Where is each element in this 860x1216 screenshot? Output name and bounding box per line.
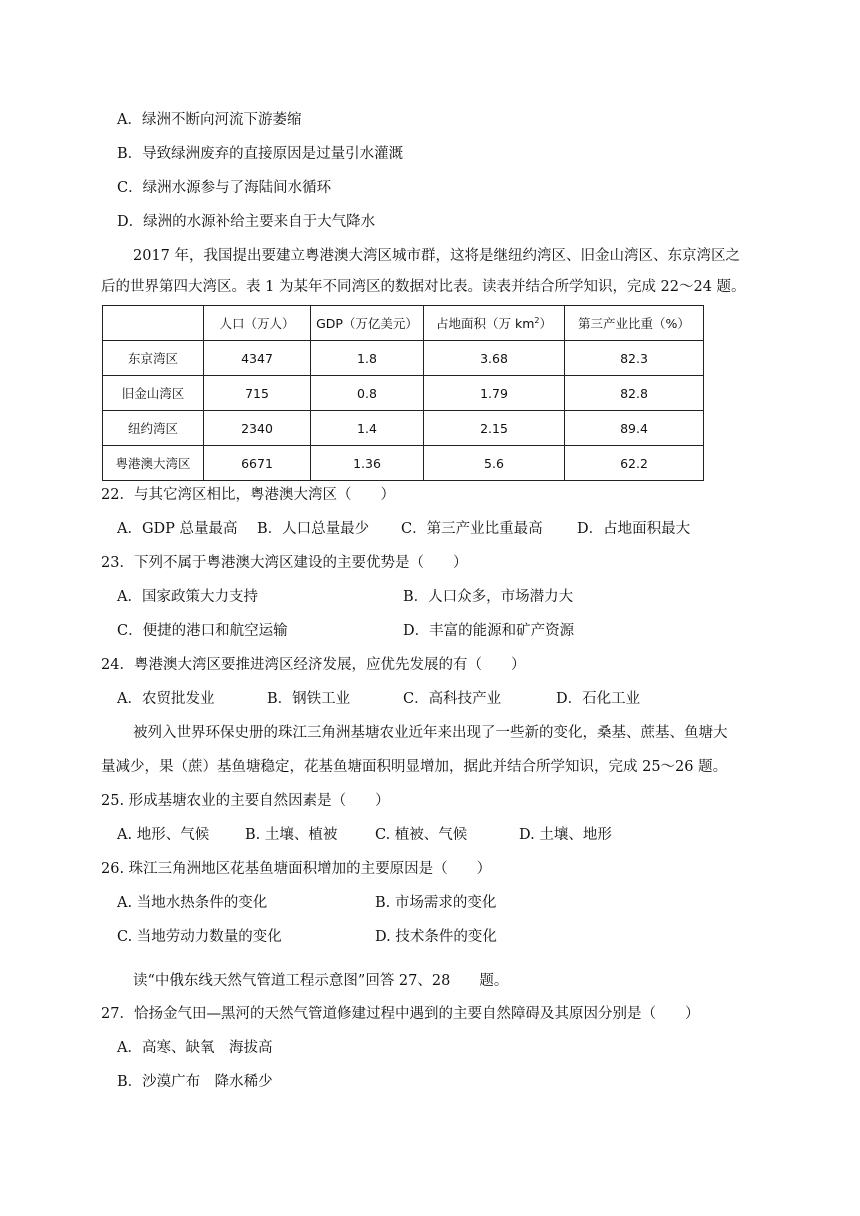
q26-stem: 26. 珠江三角洲地区花基鱼塘面积增加的主要原因是（ ） xyxy=(101,861,492,877)
bay-area-table xyxy=(102,305,704,481)
table-cell: 1.4 xyxy=(311,411,424,446)
q24-option-b: B．钢铁工业 xyxy=(267,691,351,707)
table-cell: 东京湾区 xyxy=(103,341,204,376)
q23-options-row2 xyxy=(117,621,574,641)
prev-option-b: B．导致绿洲废弃的直接原因是过量引水灌溉 xyxy=(117,146,404,162)
q23-options-row1 xyxy=(117,587,573,607)
prev-option-d: D．绿洲的水源补给主要来自于大气降水 xyxy=(117,214,376,230)
table-cell: 旧金山湾区 xyxy=(103,376,204,411)
q26-option-c: C. 当地劳动力数量的变化 xyxy=(117,929,282,945)
q26-option-b: B. 市场需求的变化 xyxy=(375,895,497,911)
q22-stem: 22．与其它湾区相比，粤港澳大湾区（ ） xyxy=(101,487,395,503)
q22-option-c: C．第三产业比重最高 xyxy=(401,521,543,537)
q25-options xyxy=(117,825,612,845)
area-header-text: 占地面积（万 km xyxy=(436,316,535,331)
intro3: 读“中俄东线天然气管道工程示意图”回答 27、28 题。 xyxy=(133,973,509,989)
q22-option-d: D．占地面积最大 xyxy=(577,521,691,537)
q23-option-d: D．丰富的能源和矿产资源 xyxy=(403,623,575,639)
q22-option-a: A．GDP 总量最高 xyxy=(117,521,238,537)
table-cell: 6671 xyxy=(204,446,311,481)
q22-option-b: B．人口总量最少 xyxy=(257,521,370,537)
table-cell: 粤港澳大湾区 xyxy=(103,446,204,481)
q24-option-d: D．石化工业 xyxy=(556,691,641,707)
table-cell: 82.3 xyxy=(565,341,704,376)
table-cell: 0.8 xyxy=(311,376,424,411)
q26-options-row1 xyxy=(117,893,496,913)
table-row xyxy=(103,411,704,446)
table-cell: 715 xyxy=(204,376,311,411)
q25-option-a: A. 地形、气候 xyxy=(117,827,210,843)
prev-option-c: C．绿洲水源参与了海陆间水循环 xyxy=(117,180,332,196)
intro1-line1: 2017 年，我国提出要建立粤港澳大湾区城市群，这将是继纽约湾区、旧金山湾区、东京湾区之 xyxy=(133,248,741,264)
q25-option-c: C. 植被、气候 xyxy=(375,827,468,843)
q25-option-b: B. 土壤、植被 xyxy=(245,827,338,843)
intro2-line2: 量减少，果（蔗）基鱼塘稳定，花基鱼塘面积明显增加，据此并结合所学知识，完成 25～26 题。 xyxy=(101,759,728,775)
table-row xyxy=(103,446,704,481)
prev-option-a: A．绿洲不断向河流下游萎缩 xyxy=(117,112,302,128)
table-cell: 2.15 xyxy=(424,411,565,446)
q24-option-a: A．农贸批发业 xyxy=(117,691,215,707)
q25-option-d: D. 土壤、地形 xyxy=(519,827,612,843)
q23-option-b: B．人口众多，市场潜力大 xyxy=(403,589,574,605)
q23-option-a: A．国家政策大力支持 xyxy=(117,589,258,605)
area-header-close: ） xyxy=(539,316,552,331)
q27-stem: 27．恰扬金气田—黑河的天然气管道修建过程中遇到的主要自然障碍及其原因分别是（ ） xyxy=(101,1006,700,1022)
table-header-cell: GDP（万亿美元） xyxy=(311,306,424,341)
area-header-sup: 2 xyxy=(534,315,540,325)
table-cell: 2340 xyxy=(204,411,311,446)
q27-option-a: A．高寒、缺氧 海拔高 xyxy=(117,1040,273,1056)
table-cell: 4347 xyxy=(204,341,311,376)
q27-option-b: B．沙漠广布 降水稀少 xyxy=(117,1074,273,1090)
table-header-row xyxy=(103,306,704,341)
q26-option-d: D. 技术条件的变化 xyxy=(375,929,497,945)
table-cell: 89.4 xyxy=(565,411,704,446)
table-cell: 3.68 xyxy=(424,341,565,376)
q22-options xyxy=(117,519,690,539)
q26-option-a: A. 当地水热条件的变化 xyxy=(117,895,268,911)
q24-stem: 24．粤港澳大湾区要推进湾区经济发展，应优先发展的有（ ） xyxy=(101,657,526,673)
table-header-cell: 人口（万人） xyxy=(204,306,311,341)
q23-stem: 23．下列不属于粤港澳大湾区建设的主要优势是（ ） xyxy=(101,555,468,571)
q26-options-row2 xyxy=(117,927,497,947)
q23-option-c: C．便捷的港口和航空运输 xyxy=(117,623,288,639)
q24-option-c: C．高科技产业 xyxy=(403,691,502,707)
q25-stem: 25. 形成基塘农业的主要自然因素是（ ） xyxy=(101,793,390,809)
table-cell: 5.6 xyxy=(424,446,565,481)
table-cell: 82.8 xyxy=(565,376,704,411)
table-cell: 纽约湾区 xyxy=(103,411,204,446)
table-cell: 1.8 xyxy=(311,341,424,376)
table-cell: 1.79 xyxy=(424,376,565,411)
table-row xyxy=(103,341,704,376)
table-header-cell xyxy=(424,306,565,341)
table-row xyxy=(103,376,704,411)
q24-options xyxy=(117,689,640,709)
table-header-cell xyxy=(103,306,204,341)
table-header-cell: 第三产业比重（%） xyxy=(565,306,704,341)
table-cell: 1.36 xyxy=(311,446,424,481)
intro1-line2: 后的世界第四大湾区。表 1 为某年不同湾区的数据对比表。读表并结合所学知识，完成 22～24 题。 xyxy=(101,279,746,295)
intro2-line1: 被列入世界环保史册的珠江三角洲基塘农业近年来出现了一些新的变化，桑基、蔗基、鱼塘大 xyxy=(133,725,728,741)
table-cell: 62.2 xyxy=(565,446,704,481)
